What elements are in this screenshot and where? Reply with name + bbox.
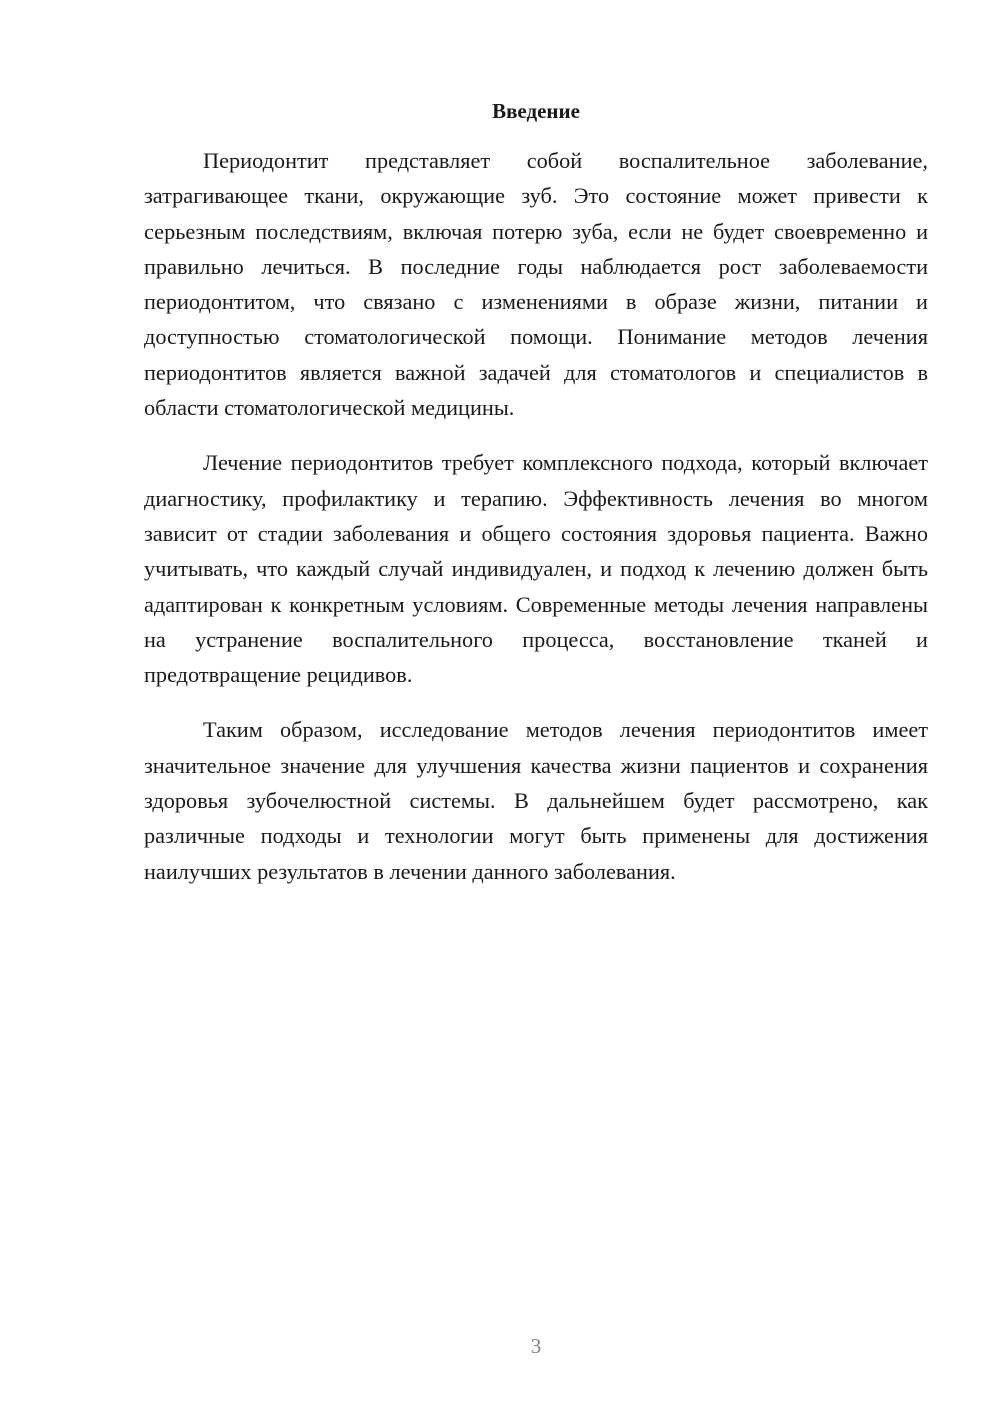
page-number: 3 xyxy=(530,1334,542,1358)
paragraph-1: Периодонтит представляет собой воспалительное заболевание, затрагивающее ткани, окружающие зуб. Это состояние может привести к серьезным последствиям, включая потерю зуба, если не будет своевременно и правильно лечиться. В последние годы наблюдается рост заболеваемости периодонтитом, что связано с изменениями в образе жизни, питании и доступностью стоматологической помощи. Понимание методов лечения периодонтитов является важной задачей для стоматологов и специалистов в области стоматологической медицины. xyxy=(144,148,928,421)
paragraph-2: Лечение периодонтитов требует комплексного подхода, который включает диагностику, профилактику и терапию. Эффективность лечения во многом зависит от стадии заболевания и общего состояния здоровья пациента. Важно учитывать, что каждый случай индивидуален, и подход к лечению должен быть адаптирован к конкретным условиям. Современные методы лечения направлены на устранение воспалительного процесса, восстановление тканей и предотвращение рецидивов. xyxy=(144,450,928,688)
paragraph-3: Таким образом, исследование методов лечения периодонтитов имеет значительное значение для улучшения качества жизни пациентов и сохранения здоровья зубочелюстной системы. В дальнейшем будет рассмотрено, как различные подходы и технологии могут быть применены для достижения наилучших результатов в лечении данного заболевания. xyxy=(144,717,928,884)
section-heading: Введение xyxy=(492,99,580,123)
document-page xyxy=(144,96,928,909)
